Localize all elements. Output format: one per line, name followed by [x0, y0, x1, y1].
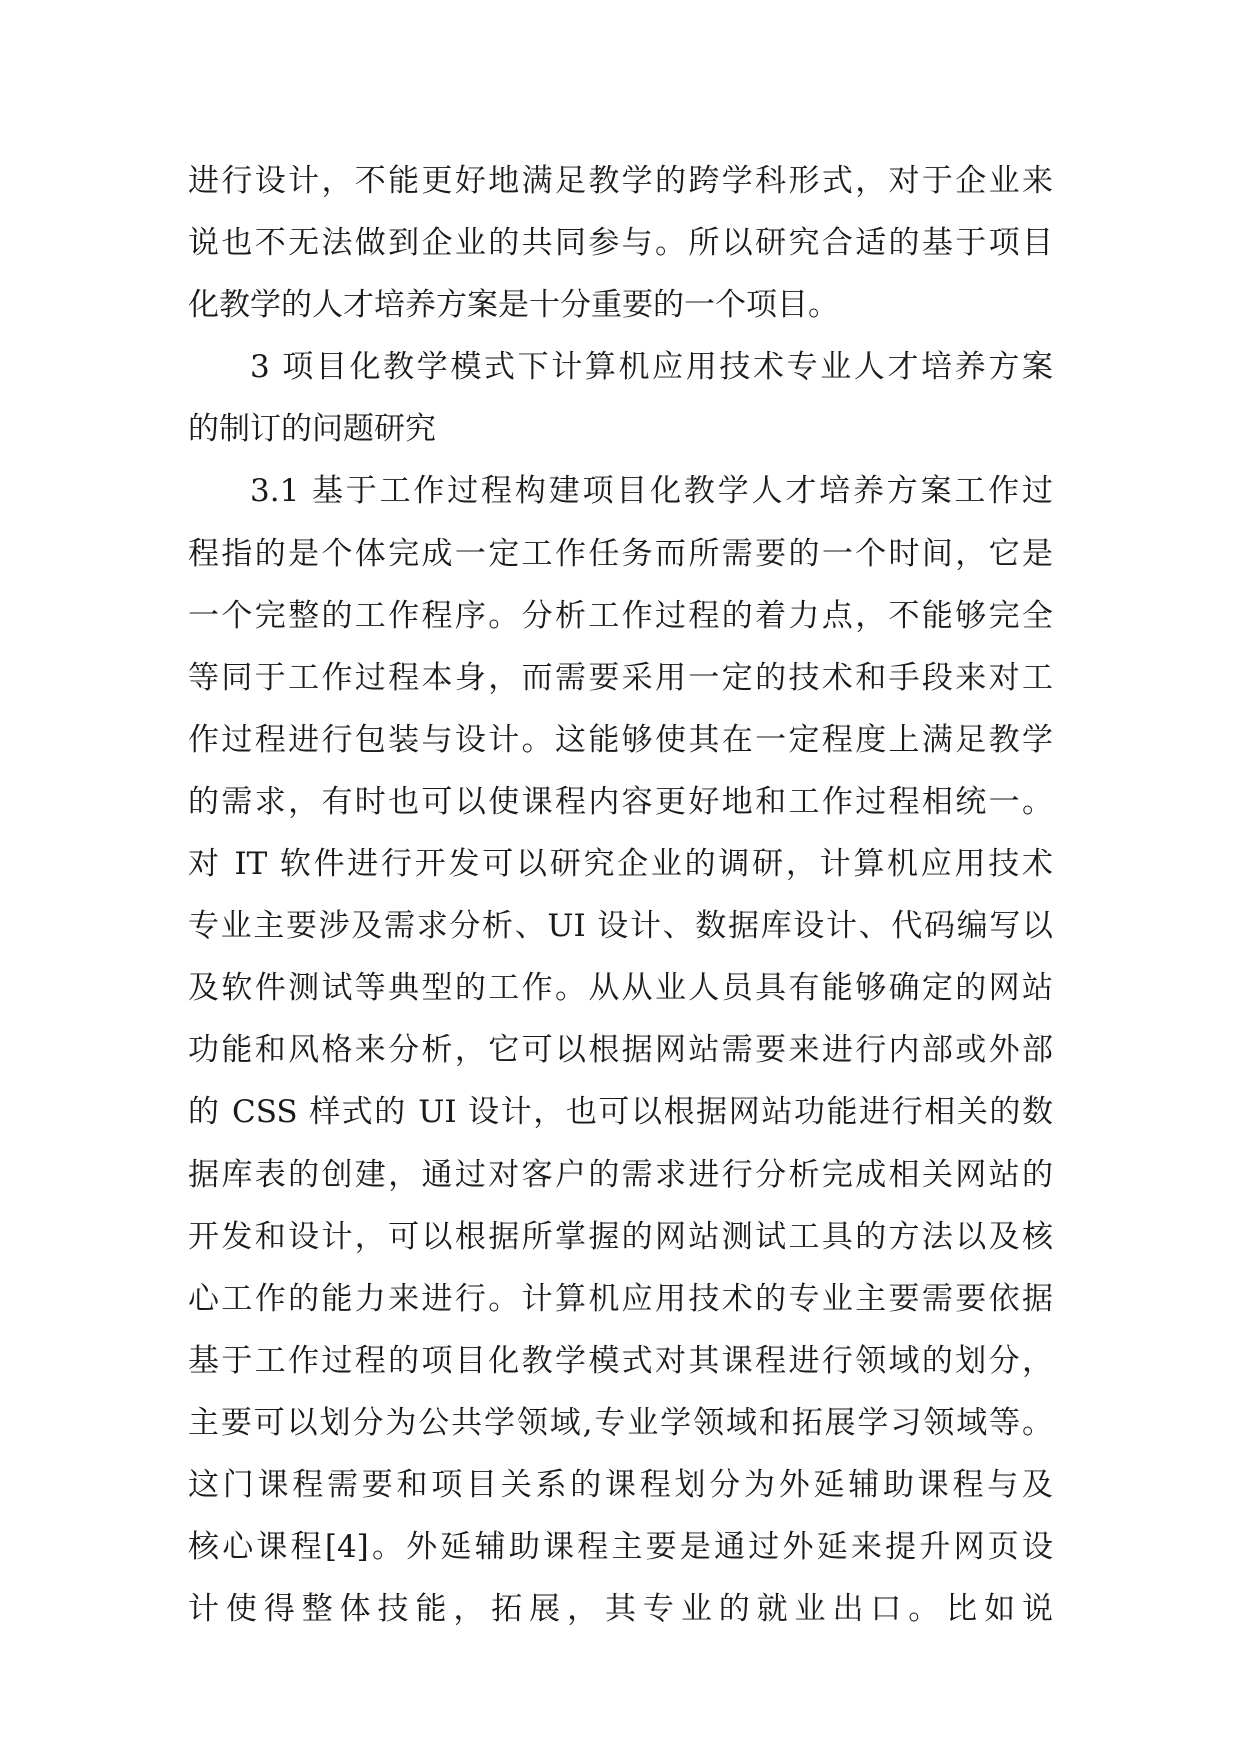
text-line: 基于工作过程的项目化教学模式对其课程进行领域的划分，: [188, 1342, 1053, 1379]
text-line: 专业主要涉及需求分析、UI 设计、数据库设计、代码编写以: [188, 908, 1053, 945]
text-line: 化教学的人才培养方案是十分重要的一个项目。: [188, 287, 839, 324]
text-line: 主要可以划分为公共学领域,专业学领域和拓展学习领域等。: [188, 1404, 1053, 1441]
text-line: 功能和风格来分析，它可以根据网站需要来进行内部或外部: [188, 1032, 1053, 1069]
text-line: 一个完整的工作程序。分析工作过程的着力点，不能够完全: [188, 597, 1053, 634]
text-line: 核心课程[4]。外延辅助课程主要是通过外延来提升网页设: [188, 1529, 1053, 1566]
text-line: 据库表的创建，通过对客户的需求进行分析完成相关网站的: [188, 1156, 1053, 1193]
subsection-line: 3.1 基于工作过程构建项目化教学人才培养方案工作过: [250, 473, 1053, 510]
text-line: 的 CSS 样式的 UI 设计，也可以根据网站功能进行相关的数: [188, 1094, 1053, 1131]
text-line: 的需求，有时也可以使课程内容更好地和工作过程相统一。: [188, 783, 1053, 820]
section-heading-line: 3 项目化教学模式下计算机应用技术专业人才培养方案: [250, 349, 1053, 386]
text-line: 程指的是个体完成一定工作任务而所需要的一个时间，它是: [188, 535, 1053, 572]
text-line: 及软件测试等典型的工作。从从业人员具有能够确定的网站: [188, 970, 1053, 1007]
body-text: [188, 150, 1053, 1640]
text-line: 作过程进行包装与设计。这能够使其在一定程度上满足教学: [188, 721, 1053, 758]
text-line: 心工作的能力来进行。计算机应用技术的专业主要需要依据: [188, 1280, 1053, 1317]
text-line: 计使得整体技能，拓展，其专业的就业出口。比如说: [188, 1591, 1053, 1628]
text-line: 这门课程需要和项目关系的课程划分为外延辅助课程与及: [188, 1466, 1053, 1503]
section-heading-line: 的制订的问题研究: [188, 411, 436, 448]
text-line: 对 IT 软件进行开发可以研究企业的调研，计算机应用技术: [188, 846, 1053, 883]
text-line: 等同于工作过程本身，而需要采用一定的技术和手段来对工: [188, 659, 1053, 696]
text-line: 说也不无法做到企业的共同参与。所以研究合适的基于项目: [188, 225, 1053, 262]
text-line: 开发和设计，可以根据所掌握的网站测试工具的方法以及核: [188, 1218, 1053, 1255]
text-line: 进行设计，不能更好地满足教学的跨学科形式，对于企业来: [188, 163, 1053, 199]
